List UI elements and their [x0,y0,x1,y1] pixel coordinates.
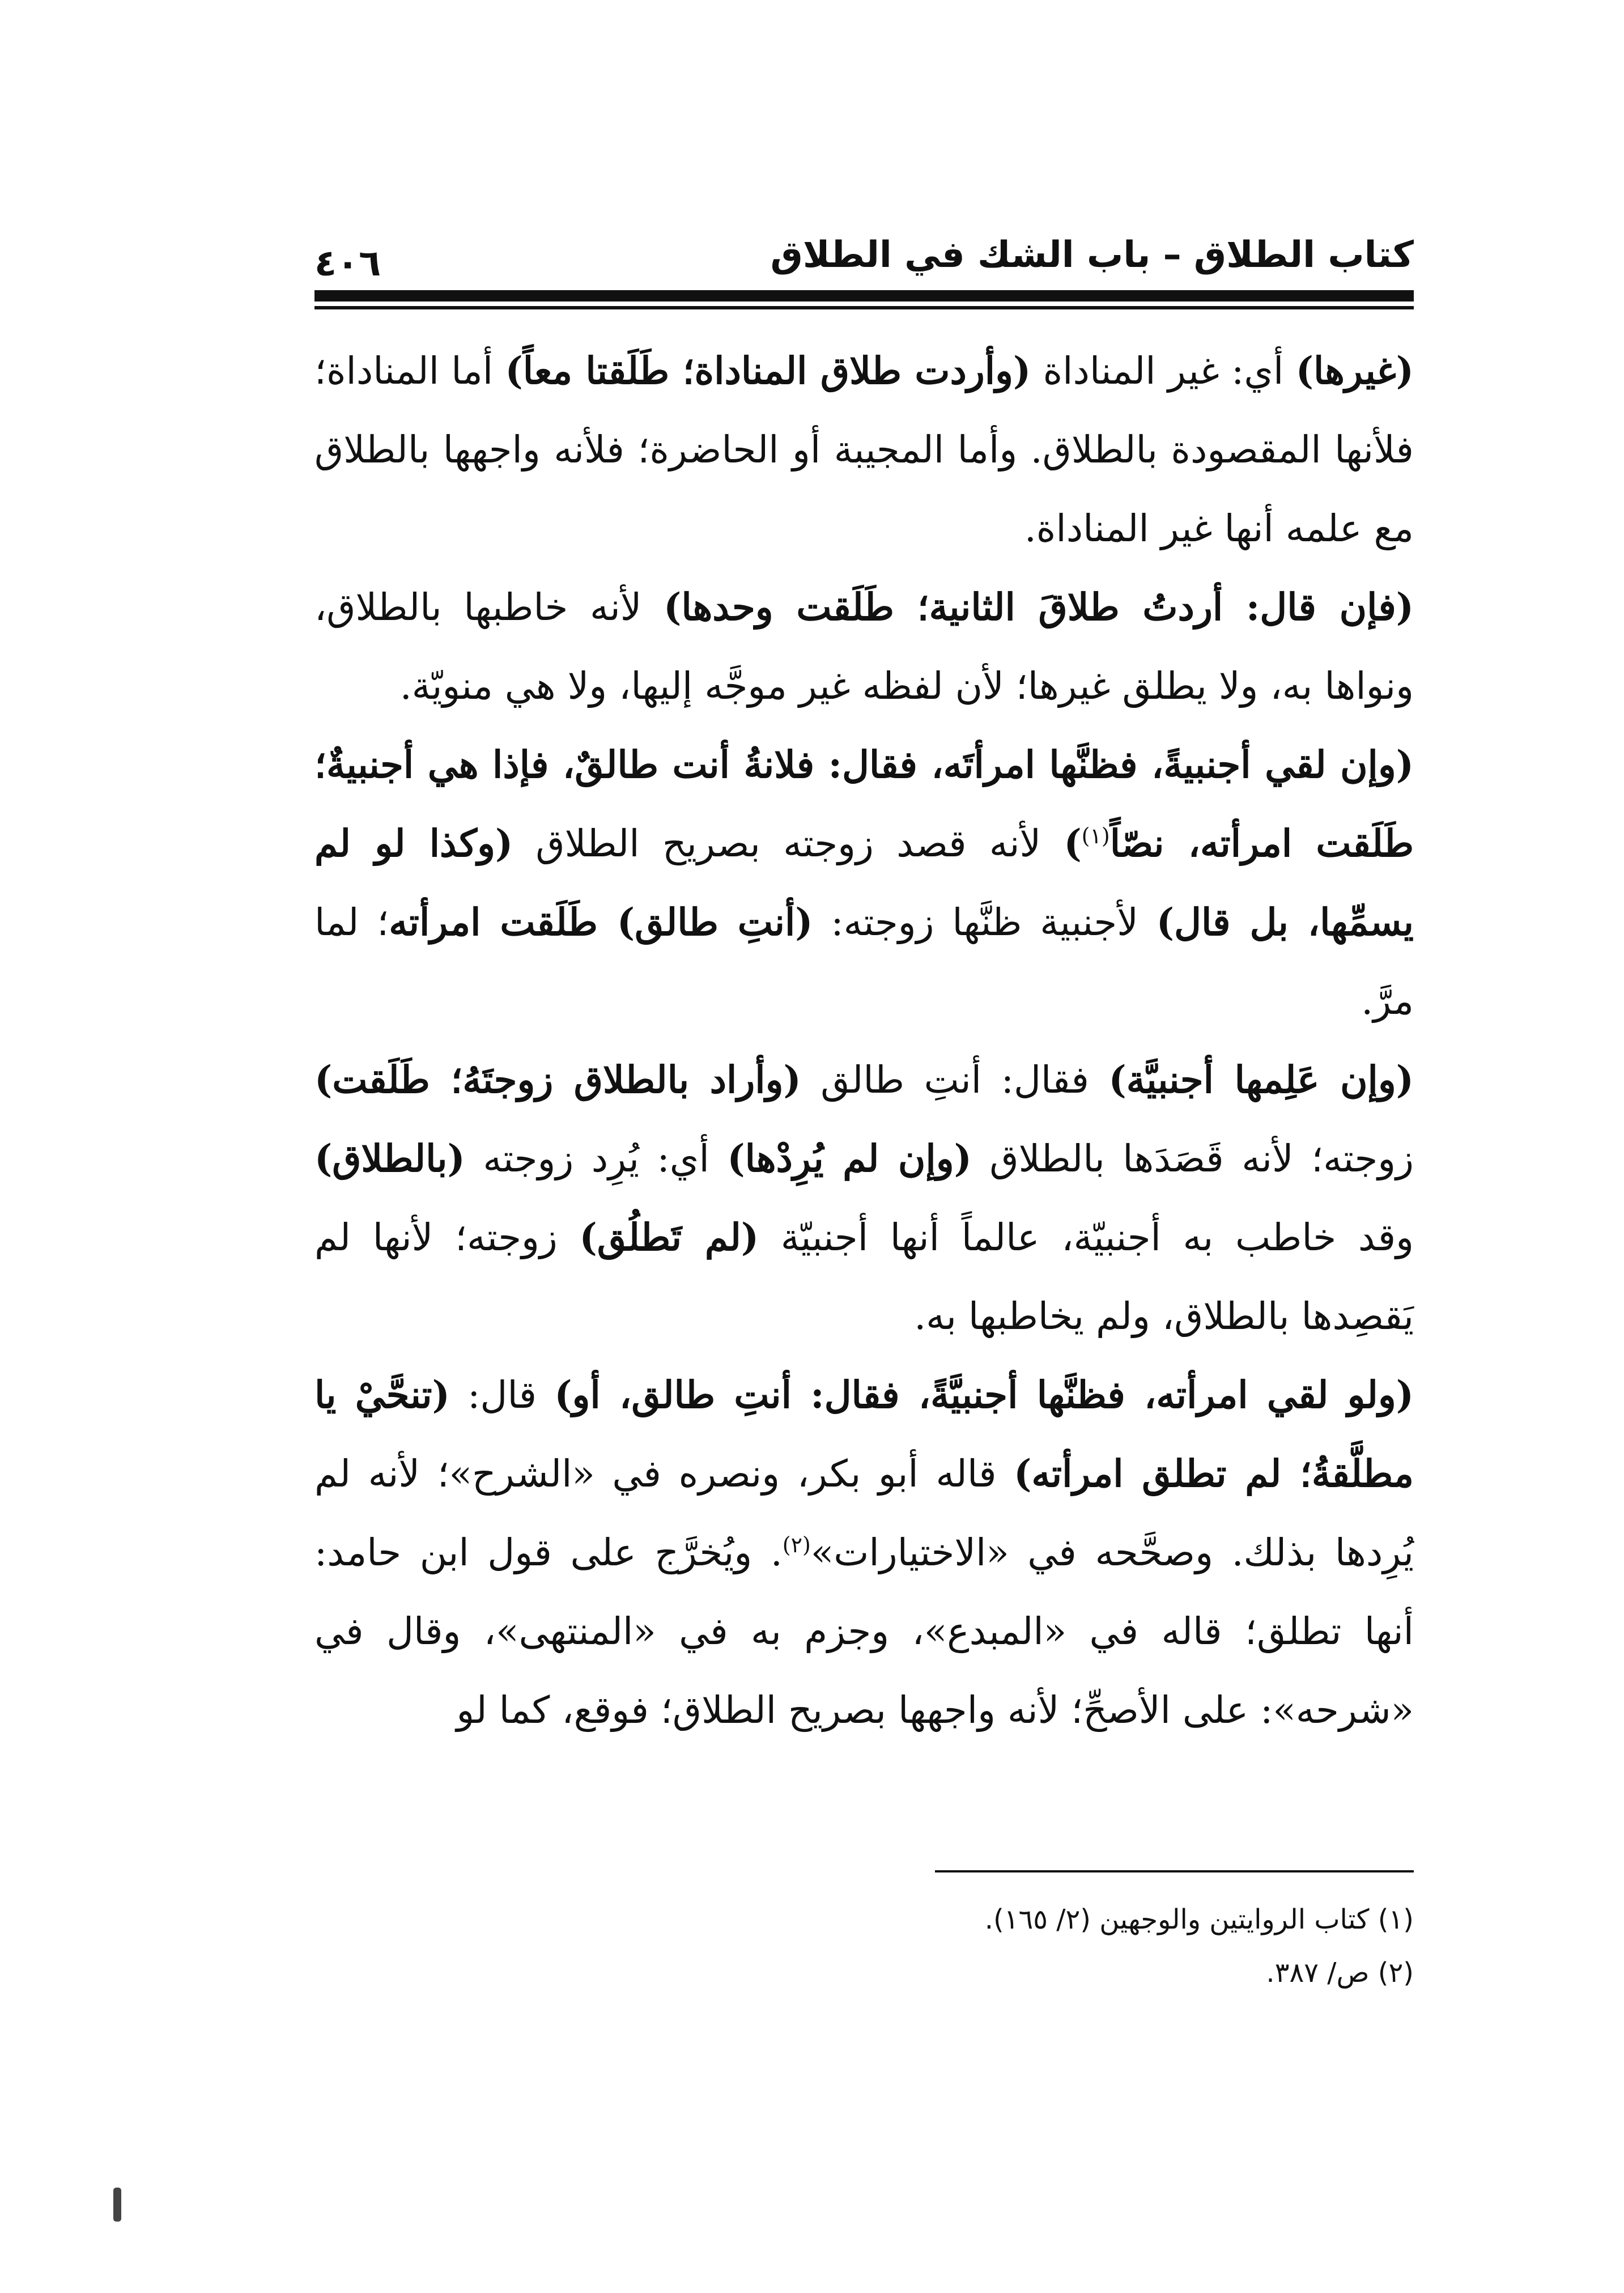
footnote-separator [935,1870,1414,1872]
matn-text: (فإن قال: أردتُ طلاقَ الثانية؛ طَلَقت وحدها) [664,585,1414,629]
header-rule-thin [314,306,1414,309]
matn-text: (وأراد بالطلاق زوجتَهُ؛ طَلَقت) [314,1058,801,1102]
matn-text: (وإن عَلِمها أجنبيَّة) [1108,1058,1414,1102]
sharh-text: قال: [449,1373,555,1417]
sharh-text: أي: يُرِد زوجته [465,1137,728,1181]
header-rule-thick [314,290,1414,302]
scan-edge-mark [113,2188,121,2222]
matn-text: (لم تَطلُق) [579,1215,759,1259]
footnote-1: (١) كتاب الروايتين والوجهين (٢/ ١٦٥). [984,1904,1414,1935]
sharh-text: زوجته؛ لأنها لم يَقصِدها بالطلاق، ولم يخاطبها به. [314,1216,1414,1338]
sharh-text: أي: غير المناداة [1031,349,1296,393]
matn-text: (بالطلاق) [314,1136,465,1181]
paragraph [314,332,1414,568]
matn-text: (غيرها) [1295,349,1414,393]
sharh-text: لأنه خاطبها بالطلاق، ونواها به، ولا يطلق غيرها؛ لأن لفظه غير موجَّه إليها، ولا هي منويّة. [314,585,1414,708]
paragraph [314,568,1414,725]
header-title: كتاب الطلاق – باب الشك في الطلاق [770,234,1414,276]
matn-text: (وإن لم يُرِدْها) [727,1136,972,1181]
sharh-text: لأجنبية ظنَّها زوجته: [813,901,1157,944]
matn-text: (وإن لقي أجنبيةً، فظنَّها امرأتَه، فقال: فلانةُ أنت طالقٌ، فإذا هي أجنبيةٌ؛ طَلَقت امرأته، نصّاً [314,742,1414,865]
sharh-text: . ويُخرَّج على قول ابن حامد: أنها تطلق؛ قاله في «المبدع»، وجزم به في «المنتهى»، وقال في «شرحه»: على الأصحِّ؛ لأنه واجهها بصريح الطلاق؛ فوقع، كما لو [314,1531,1414,1732]
footnote-ref: (٢) [782,1532,811,1557]
sharh-text: فقال: أنتِ طالق [801,1058,1109,1102]
footnote-2: (٢) ص/ ٣٨٧. [1266,1957,1414,1989]
sharh-text: ؛ لما مرَّ. [314,901,1414,1023]
paragraph [314,725,1414,1041]
body-text [314,332,1414,1750]
sharh-text: أما المناداة؛ فلأنها المقصودة بالطلاق. وأما المجيبة أو الحاضرة؛ فلأنه واجهها بالطلاق مع علمه أنها غير المناداة. [314,349,1414,550]
page-number: ٤٠٦ [314,243,381,284]
paragraph [314,1041,1414,1356]
sharh-text: وقد خاطب به أجنبيّة، عالماً أنها أجنبيّة [759,1216,1414,1259]
matn-text: (تنحَّيْ يا مطلَّقةُ؛ لم تطلق امرأته) [314,1373,1414,1496]
sharh-text: لأنه قصد زوجته بصريح الطلاق [513,822,1064,865]
page-header [314,224,1414,286]
matn-text: ) [1064,821,1082,865]
matn-text: (وأردت طلاق المناداة؛ طَلَقتا معاً) [505,349,1031,393]
matn-text: (وكذا لو لم يسمِّها، بل قال) [314,821,1414,944]
sharh-text: زوجته؛ لأنه قَصَدَها بالطلاق [971,1137,1414,1181]
matn-text: (أنتِ طالق) طَلَقت امرأته [389,900,813,944]
footnotes [765,1893,1414,1999]
paragraph [314,1356,1414,1750]
sharh-text: قاله أبو بكر، ونصره في «الشرح»؛ لأنه لم يُرِدها بذلك. وصحَّحه في «الاختيارات» [314,1452,1414,1574]
matn-text: (ولو لقي امرأته، فظنَّها أجنبيَّةً، فقال: أنتِ طالق، أو) [554,1373,1414,1417]
footnote-ref: (١) [1081,823,1110,848]
